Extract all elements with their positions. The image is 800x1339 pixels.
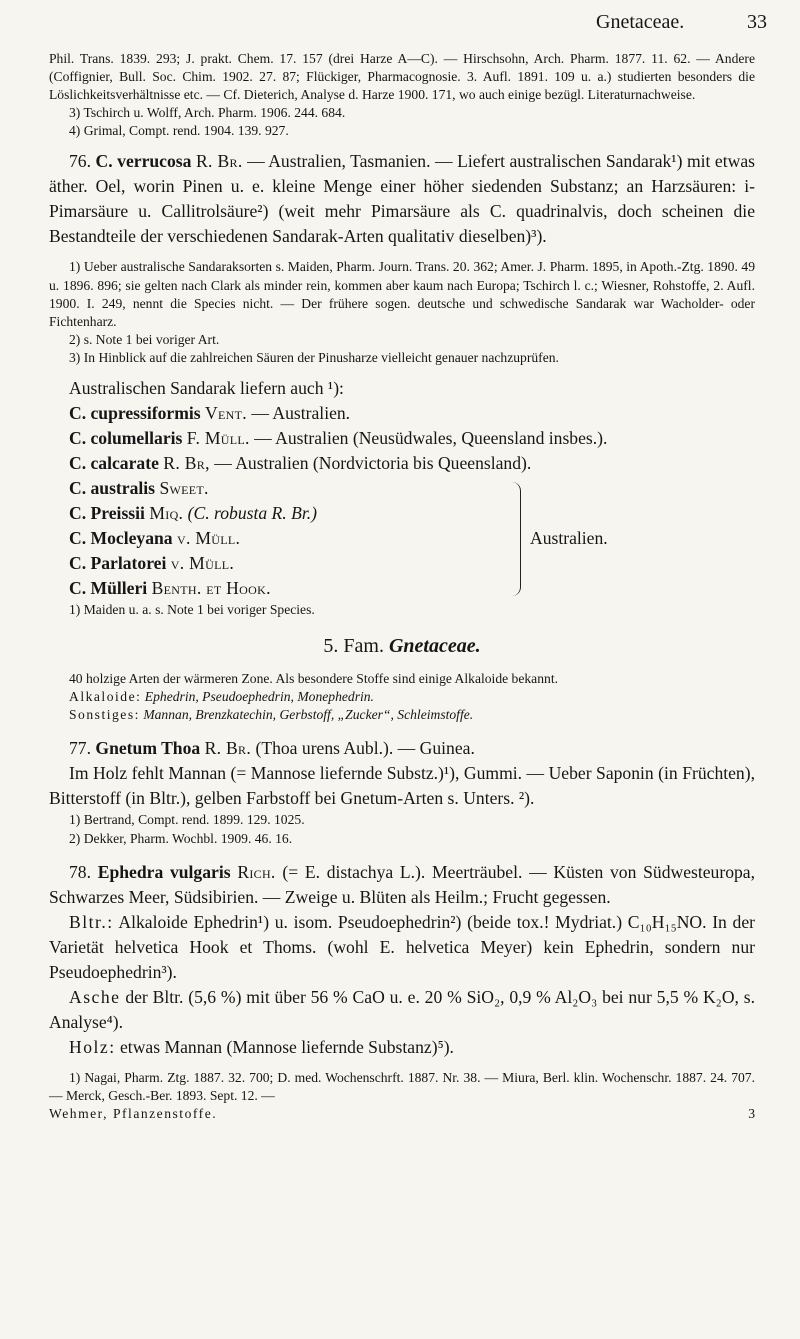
species-synonym: (C. robusta R. Br.) [187,503,317,524]
species-authority: Sweet. [159,478,209,499]
entry-77-text: (Thoa urens Aubl.). — Guinea. [255,738,475,759]
holz-text: etwas Mannan (Mannose liefernde Substanz)⁵). [120,1036,454,1057]
family-intro: 40 holzige Arten der wärmeren Zone. Als besondere Stoffe sind einige Alkaloide bekannt. [69,671,558,687]
alkaloide-list: Ephedrin, Pseudoephedrin, Monephedrin. [144,689,374,705]
entry-78-authority: Rich. [237,861,276,882]
footnote-1: 1) Nagai, Pharm. Ztg. 1887. 32. 700; D. med. Wochenschrft. 1887. Nr. 38. — Miura, Berl. klin. Wochenschr. 1887. 24. 707. — Merck, Gesch.-Ber. 1893. Sept. 12. — [49,1069,755,1103]
entry-77-name: Gnetum Thoa [95,738,201,759]
asche-text: der Bltr. (5,6 %) mit über 56 % CaO u. e. 20 % SiO₂, 0,9 % Al₂O₃ bei nur 5,5 % K₂O, s. Analyse⁴). [49,986,755,1032]
species-row [69,451,755,476]
entry-77-body: Im Holz fehlt Mannan (= Mannose liefernde Substz.)¹), Gummi. — Ueber Saponin (in Früchten), Bitterstoff (in Bltr.), gelben Farbstoff bei Gnetum-Arten s. Unters. ²). [49,763,755,809]
entry-78-name: Ephedra vulgaris [97,861,231,882]
page-footer [49,1105,755,1123]
footnote-3: 3) Tschirch u. Wolff, Arch. Pharm. 1906. 244. 684. [69,105,346,121]
species-list [49,401,755,476]
species-row [69,551,317,576]
footnote-4: 4) Grimal, Compt. rend. 1904. 139. 927. [69,123,289,139]
species-name: C. Parlatorei [69,553,167,574]
page-number: 33 [747,11,767,33]
entry-77-number: 77. [69,738,91,759]
species-name: C. Mülleri [69,578,148,599]
species-authority: v. Müll. [170,553,235,574]
footnote-3: 3) In Hinblick auf die zahlreichen Säuren der Pinusharze vielleicht genauer nachzuprüfen. [69,349,559,365]
entry-78-bltr [49,910,755,985]
family-alkaloide [49,688,755,706]
entry-77-authority: R. Br. [204,738,252,759]
footnote-2: 2) s. Note 1 bei voriger Art. [69,331,220,347]
species-region: — Australien (Neusüdwales, Queensland insbes.). [254,428,608,449]
entry-78-number: 78. [69,861,91,882]
running-header-title: Gnetaceae. [596,11,685,33]
asche-label: Asche [69,986,121,1007]
bltr-label: Bltr.: [69,911,114,932]
species-row [69,576,317,601]
footer-signature: Wehmer, Pflanzenstoffe. [49,1105,218,1121]
alkaloide-label: Alkaloide: [69,689,142,705]
sonstiges-list: Mannan, Brenzkatechin, Gerbstoff, „Zucker“, Schleimstoffe. [143,707,474,723]
species-name: C. calcarate [69,453,159,474]
entry-76-text: — Australien, Tasmanien. — Liefert australischen Sandarak¹) mit etwas äther. Oel, worin Pinen u. e. kleine Menge einer höher siedenden Substanz; an Harzsäuren: i-Pimarsäure u. Callitrolsäure²) (weit mehr Pimarsäure als C. quadrinalvis, doch scheinen die Bestandteile der verschiedenen Sandarak-Arten qualitativ dieselben)³). [49,151,755,247]
species-row [69,426,755,451]
sonstiges-label: Sonstiges: [69,707,140,723]
species-row [69,526,317,551]
bltr-text: Alkaloide Ephedrin¹) u. isom. Pseudoephedrin²) (beide tox.! Mydriat.) C₁₀H₁₅NO. In der Varietät helvetica Hook et Thoms. (wohl E. helvetica Meyer) kein Ephedrin, sondern nur Pseudoephedrin³). [49,911,755,982]
continued-footnote: Phil. Trans. 1839. 293; J. prakt. Chem. 17. 157 (drei Harze A—C). — Hirschsohn, Arch. Pharm. 1877. 11. 62. — Andere (Coffignier, Bull. Soc. Chim. 1902. 27. 87; Flückiger, Pharmacognosie. 3. Aufl. 1891. 109 u. a.) studierten besonders die Löslichkeitsverhältnisse etc. — Cf. Dieterich, Analyse d. Harze 1900. 171, wo auch einige bezügl. Literaturnachweise. [49,51,755,103]
species-row [69,501,317,526]
page-body [49,50,755,1123]
entry-76 [49,149,755,249]
species-name: C. cupressiformis [69,403,201,424]
holz-label: Holz: [69,1036,116,1057]
species-name: C. Mocleyana [69,528,173,549]
species-authority: F. Müll. [186,428,250,449]
species-group-rows [69,476,317,601]
footnote-2: 2) Dekker, Pharm. Wochbl. 1909. 46. 16. [69,830,293,846]
family-name: Gnetaceae. [388,635,481,658]
group-region-label: Australien. [530,528,608,549]
footnote-1: 1) Maiden u. a. s. Note 1 bei voriger Species. [69,602,315,618]
species-name: C. columellaris [69,428,183,449]
species-authority: Vent. [205,403,247,424]
species-authority: Benth. et Hook. [151,578,271,599]
family-number: 5. Fam. [323,635,384,658]
footnote-1: 1) Bertrand, Compt. rend. 1899. 129. 1025. [69,812,305,828]
entry-76-name: C. verrucosa [95,151,192,172]
species-row [69,476,317,501]
species-region: — Australien. [251,403,351,424]
curly-brace [512,482,521,596]
species-authority: Miq. [149,503,184,524]
species-region: — Australien (Nordvictoria bis Queensland). [214,453,532,474]
sandarak-intro: Australischen Sandarak liefern auch ¹): [69,378,344,399]
entry-76-number: 76. [69,151,91,172]
species-name: C. australis [69,478,156,499]
species-authority: v. Müll. [177,528,241,549]
family-sonstiges [49,706,755,724]
entry-76-authority: R. Br. [195,151,243,172]
entry-78 [49,860,755,910]
species-row [69,401,755,426]
entry-78-asche [49,985,755,1035]
entry-77 [49,736,755,761]
family-heading [49,635,755,658]
footnote-1: 1) Ueber australische Sandaraksorten s. Maiden, Pharm. Journ. Trans. 20. 362; Amer. J. Pharm. 1895, in Apoth.-Ztg. 1890. 49 u. 1896. 896; sie gelten nach Clark als minder rein, kommen aber kaum nach Europa; Tschirch l. c.; Wiesner, Rohstoffe, 2. Aufl. 1900. I. 249, nennt die Species nicht. — Der frühere sogen. deutsche und schwedische Sandarak war Wacholder- oder Fichtenharz. [49,259,755,329]
species-group [49,476,755,601]
entry-78-text: (= E. distachya L.). Meerträubel. — Küsten von Südwesteuropa, Schwarzes Meer, Südsibirien. — Zweige u. Blüten als Heilm.; Frucht gegessen. [49,861,756,907]
entry-78-holz [49,1035,755,1060]
species-name: C. Preissii [69,503,145,524]
sheet-number: 3 [748,1105,755,1121]
species-authority: R. Br, [163,453,210,474]
